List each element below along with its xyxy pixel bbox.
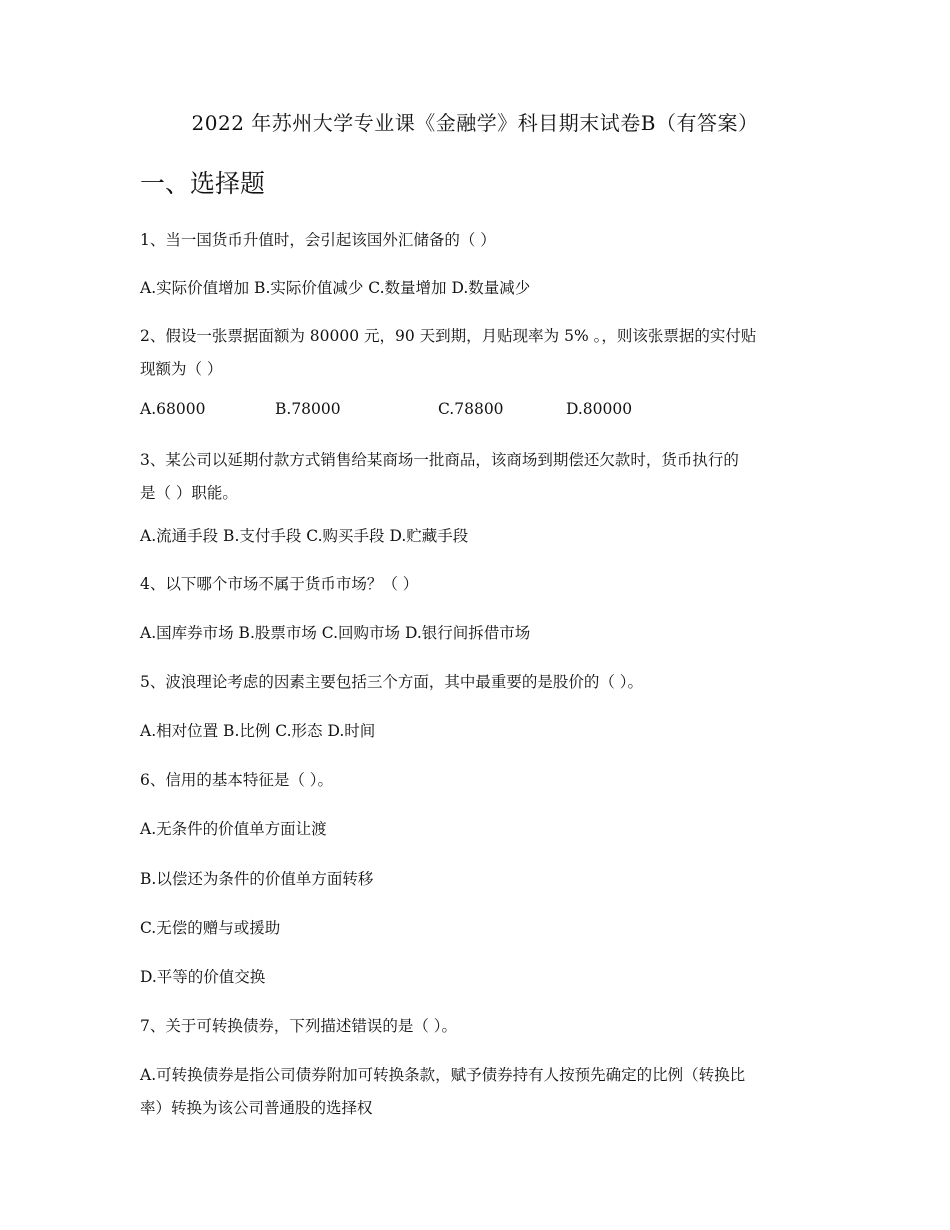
question-2-option-d: D.80000 (566, 400, 633, 418)
question-4-stem: 4、以下哪个市场不属于货币市场？（ ） (140, 575, 419, 593)
question-1-stem: 1、当一国货币升值时，会引起该国外汇储备的（ ） (140, 231, 496, 249)
question-2-stem-line-1: 2、假设一张票据面额为 80000 元，90 天到期，月贴现率为 5% 。，则该张票据的实付贴 (140, 327, 757, 345)
question-6-option-d: D.平等的价值交换 (140, 968, 266, 986)
question-6-option-a: A.无条件的价值单方面让渡 (140, 820, 327, 838)
question-6-option-c: C.无偿的赠与或援助 (140, 919, 281, 937)
question-6-stem: 6、信用的基本特征是（ ）。 (140, 771, 334, 789)
question-3-options: A.流通手段 B.支付手段 C.购买手段 D.贮藏手段 (140, 527, 469, 545)
question-7-option-a-line-1: A.可转换债券是指公司债券附加可转换条款，赋予债券持有人按预先确定的比例（转换比 (140, 1066, 746, 1084)
question-7-stem: 7、关于可转换债券，下列描述错误的是（ ）。 (140, 1017, 458, 1035)
question-2-option-b: B.78000 (275, 400, 341, 418)
question-2-stem-line-2: 现额为（ ） (140, 360, 223, 378)
page-title: 2022 年苏州大学专业课《金融学》科目期末试卷B（有答案） (191, 111, 759, 135)
question-7-option-a-line-2: 率）转换为该公司普通股的选择权 (140, 1099, 373, 1117)
question-3-stem-line-2: 是（ ）职能。 (140, 484, 238, 502)
question-2-option-c: C.78800 (438, 400, 504, 418)
question-2-option-a: A.68000 (140, 400, 206, 418)
question-1-options: A.实际价值增加 B.实际价值减少 C.数量增加 D.数量减少 (140, 279, 531, 297)
question-6-option-b: B.以偿还为条件的价值单方面转移 (140, 870, 374, 888)
question-4-options: A.国库券市场 B.股票市场 C.回购市场 D.银行间拆借市场 (140, 624, 531, 642)
section-heading: 一、选择题 (140, 169, 266, 198)
question-5-stem: 5、波浪理论考虑的因素主要包括三个方面，其中最重要的是股价的（ ）。 (140, 673, 644, 691)
question-5-options: A.相对位置 B.比例 C.形态 D.时间 (140, 722, 376, 740)
question-3-stem-line-1: 3、某公司以延期付款方式销售给某商场一批商品，该商场到期偿还欠款时，货币执行的 (140, 451, 739, 469)
